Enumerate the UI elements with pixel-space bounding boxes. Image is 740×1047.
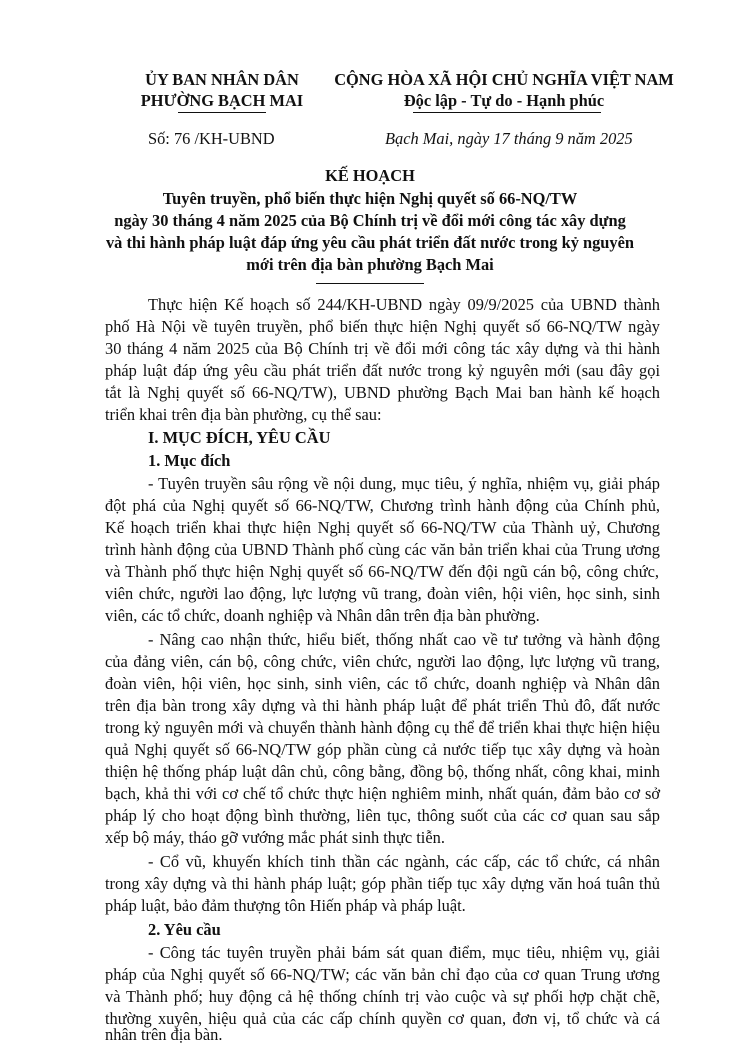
document-date: Bạch Mai, ngày 17 tháng 9 năm 2025 bbox=[385, 129, 633, 148]
body-line: tắt là Nghị quyết số 66-NQ/TW), UBND phường Bạch Mai ban hành kế hoạch bbox=[105, 383, 660, 402]
agency-underline bbox=[178, 112, 266, 113]
body-line: nhân trên địa bàn. bbox=[105, 1025, 223, 1044]
subject-underline bbox=[316, 283, 424, 284]
subject-line: và thi hành pháp luật đáp ứng yêu cầu phát triển đất nước trong kỷ nguyên bbox=[105, 233, 635, 252]
body-line: thường xuyên, hiệu quả của các cấp chính quyền cơ quan, đơn vị, tổ chức và cá bbox=[105, 1009, 660, 1028]
body-line: trình hành động của UBND Thành phố cùng các văn bản triển khai của Trung ương bbox=[105, 540, 660, 559]
body-line: viên, các tổ chức, doanh nghiệp và Nhân dân trên địa bàn phường. bbox=[105, 606, 540, 625]
document-subject bbox=[0, 188, 740, 276]
body-line: - Nâng cao nhận thức, hiểu biết, thống nhất cao về tư tưởng và hành động bbox=[148, 630, 660, 649]
document-type: KẾ HOẠCH bbox=[325, 166, 415, 185]
subject-line: mới trên địa bàn phường Bạch Mai bbox=[246, 255, 494, 274]
nation-line-1: CỘNG HÒA XÃ HỘI CHỦ NGHĨA VIỆT NAM bbox=[334, 70, 674, 89]
body-line: trong kỷ nguyên mới và chuyển thành hành động cụ thể để triển khai thực hiện hiệu bbox=[105, 718, 660, 737]
document-number: Số: 76 /KH-UBND bbox=[148, 129, 275, 148]
issuing-agency bbox=[122, 69, 322, 111]
body-line: và Thành phố thực hiện Nghị quyết số 66-NQ/TW đến đội ngũ cán bộ, công chức, bbox=[105, 562, 660, 581]
body-line: 30 tháng 4 năm 2025 của Bộ Chính trị về đổi mới công tác xây dựng và thi hành bbox=[105, 339, 660, 358]
body-line: - Cổ vũ, khuyến khích tinh thần các ngành, các cấp, các tổ chức, cá nhân bbox=[148, 852, 660, 871]
body-line: - Tuyên truyền sâu rộng về nội dung, mục tiêu, ý nghĩa, nhiệm vụ, giải pháp bbox=[148, 474, 660, 493]
section-heading: I. MỤC ĐÍCH, YÊU CẦU bbox=[148, 428, 331, 447]
body-line: thiện hệ thống pháp luật dân chủ, công bằng, đồng bộ, thống nhất, công khai, minh bbox=[105, 762, 660, 781]
agency-line-2: PHƯỜNG BẠCH MAI bbox=[140, 91, 304, 110]
body-line: đoàn viên, hội viên, học sinh, sinh viên, các tổ chức, doanh nghiệp và Nhân dân bbox=[105, 674, 660, 693]
body-line: pháp luật, bảo đảm thượng tôn Hiến pháp và pháp luật. bbox=[105, 896, 466, 915]
body-line: và Thành phố; huy động cả hệ thống chính trị vào cuộc và sự phối hợp chặt chẽ, bbox=[105, 987, 660, 1006]
body-line: bạch, khả thi với cơ chế tổ chức thực hiện nghiêm minh, nhất quán, đảm bảo cơ sở bbox=[105, 784, 660, 803]
body-line: - Công tác tuyên truyền phải bám sát quan điểm, mục tiêu, nhiệm vụ, giải bbox=[148, 943, 660, 962]
body-line: pháp luật đáp ứng yêu cầu phát triển đất nước trong kỷ nguyên mới (sau đây gọi bbox=[105, 361, 660, 380]
motto-underline bbox=[413, 112, 601, 113]
subsection-heading: 1. Mục đích bbox=[148, 451, 231, 470]
agency-line-1: ỦY BAN NHÂN DÂN bbox=[145, 70, 299, 89]
body-line: xếp bộ máy, tháo gỡ vướng mắc phát sinh thực tiễn. bbox=[105, 828, 445, 847]
subsection-heading: 2. Yêu cầu bbox=[148, 920, 221, 939]
body-line: Kế hoạch triển khai thực hiện Nghị quyết số 66-NQ/TW của Thành uỷ, Chương bbox=[105, 518, 660, 537]
subject-line: ngày 30 tháng 4 năm 2025 của Bộ Chính trị về đổi mới công tác xây dựng bbox=[114, 211, 626, 230]
body-line: trong xây dựng và thi hành pháp luật; góp phần tiếp tục xây dựng văn hoá tuân thủ bbox=[105, 874, 660, 893]
body-line: trên địa bàn trong xây dựng và thi hành pháp luật để phát triển Thủ đô, đất nước bbox=[105, 696, 660, 715]
subject-line: Tuyên truyền, phổ biến thực hiện Nghị quyết số 66-NQ/TW bbox=[162, 189, 578, 208]
body-line: của đảng viên, cán bộ, công chức, viên chức, người lao động, lực lượng vũ trang, bbox=[105, 652, 660, 671]
body-line: quả Nghị quyết số 66-NQ/TW góp phần cùng cả nước tiếp tục xây dựng và hoàn bbox=[105, 740, 660, 759]
body-line: phố Hà Nội về tuyên truyền, phổ biến thực hiện Nghị quyết số 66-NQ/TW ngày bbox=[105, 317, 660, 336]
body-line: Thực hiện Kế hoạch số 244/KH-UBND ngày 09/9/2025 của UBND thành bbox=[148, 295, 660, 314]
body-line: pháp của Nghị quyết số 66-NQ/TW; các văn bản chỉ đạo của cơ quan Trung ương bbox=[105, 965, 660, 984]
nation-line-2: Độc lập - Tự do - Hạnh phúc bbox=[403, 91, 605, 110]
body-line: triển khai trên địa bàn phường, cụ thể sau: bbox=[105, 405, 382, 424]
national-motto bbox=[328, 69, 680, 111]
body-line: viên chức, người lao động, lực lượng vũ trang, đoàn viên, hội viên, học sinh, sinh bbox=[105, 584, 660, 603]
body-line: đột phá của Nghị quyết số 66-NQ/TW, Chương trình hành động của Chính phủ, bbox=[105, 496, 660, 515]
body-line: pháp lý cho hoạt động bình thường, liên tục, thông suốt của các cơ quan sau sắp bbox=[105, 806, 660, 825]
